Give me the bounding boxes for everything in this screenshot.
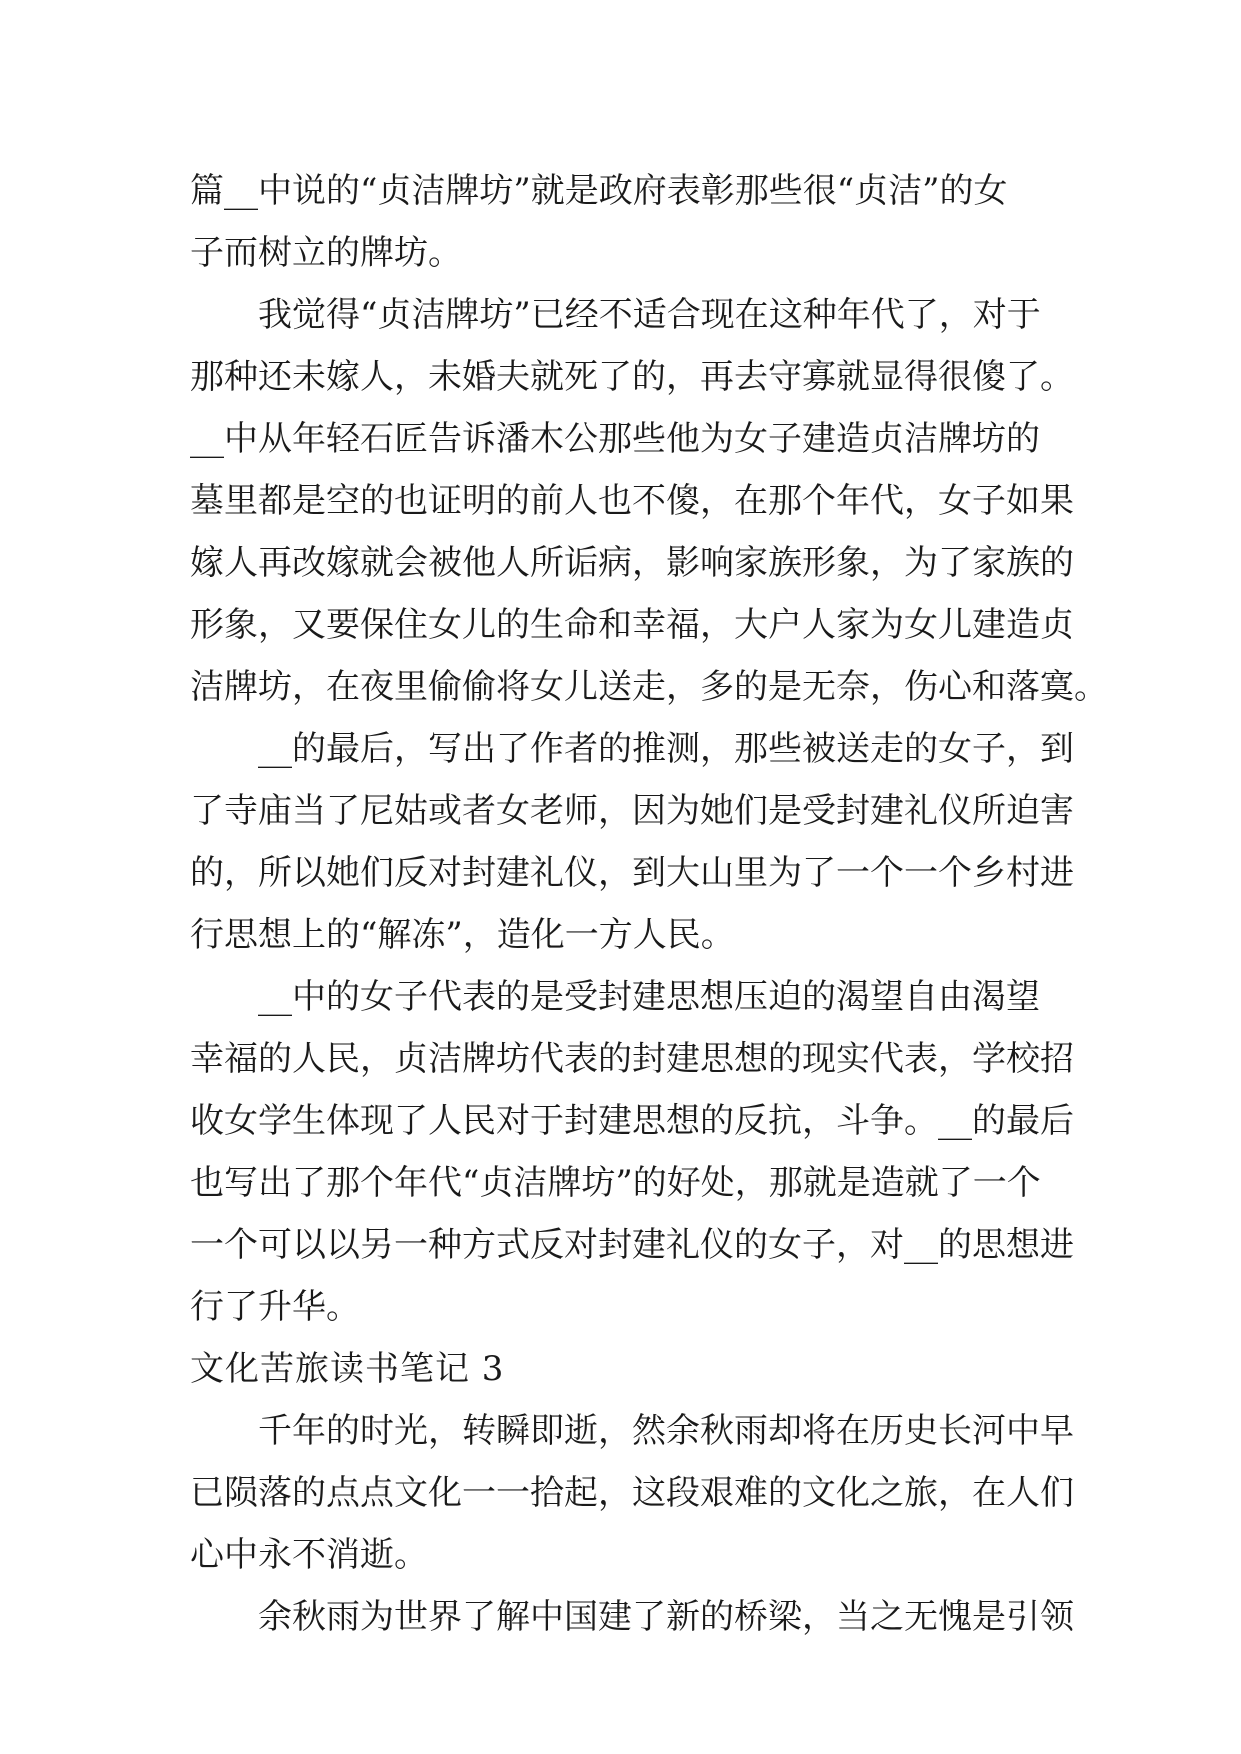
text-line: 行了升华。 <box>190 1287 360 1327</box>
text-line: 行思想上的“解冻”，造化一方人民。 <box>190 915 735 955</box>
text-line: 余秋雨为世界了解中国建了新的桥梁，当之无愧是引领 <box>190 1597 1074 1637</box>
text-line: 幸福的人民，贞洁牌坊代表的封建思想的现实代表，学校招 <box>190 1039 1074 1079</box>
document-body <box>190 160 1108 1648</box>
text-line: 形象，又要保住女儿的生命和幸福，大户人家为女儿建造贞 <box>190 605 1074 645</box>
text-line: 我觉得“贞洁牌坊”已经不适合现在这种年代了，对于 <box>190 295 1041 335</box>
section-heading: 文化苦旅读书笔记 3 <box>190 1349 505 1389</box>
text-line: 的，所以她们反对封建礼仪，到大山里为了一个一个乡村进 <box>190 853 1074 893</box>
text-line: __的最后，写出了作者的推测，那些被送走的女子，到 <box>190 729 1074 769</box>
text-line: 那种还未嫁人，未婚夫就死了的，再去守寡就显得很傻了。 <box>190 357 1074 397</box>
text-line: 洁牌坊，在夜里偷偷将女儿送走，多的是无奈，伤心和落寞。 <box>190 667 1108 707</box>
text-line: 已陨落的点点文化一一拾起，这段艰难的文化之旅，在人们 <box>190 1473 1074 1513</box>
text-line: 篇__中说的“贞洁牌坊”就是政府表彰那些很“贞洁”的女 <box>190 171 1008 211</box>
text-line: 收女学生体现了人民对于封建思想的反抗，斗争。__的最后 <box>190 1101 1074 1141</box>
text-line: 了寺庙当了尼姑或者女老师，因为她们是受封建礼仪所迫害 <box>190 791 1074 831</box>
text-line: 也写出了那个年代“贞洁牌坊”的好处，那就是造就了一个 <box>190 1163 1041 1203</box>
text-line: 子而树立的牌坊。 <box>190 233 462 273</box>
text-line: __中从年轻石匠告诉潘木公那些他为女子建造贞洁牌坊的 <box>190 419 1040 459</box>
text-line: 嫁人再改嫁就会被他人所诟病，影响家族形象，为了家族的 <box>190 543 1074 583</box>
text-line: 一个可以以另一种方式反对封建礼仪的女子，对__的思想进 <box>190 1225 1074 1265</box>
text-line: 心中永不消逝。 <box>190 1535 428 1575</box>
text-line: __中的女子代表的是受封建思想压迫的渴望自由渴望 <box>190 977 1040 1017</box>
text-line: 千年的时光，转瞬即逝，然余秋雨却将在历史长河中早 <box>190 1411 1074 1451</box>
text-line: 墓里都是空的也证明的前人也不傻，在那个年代，女子如果 <box>190 481 1074 521</box>
